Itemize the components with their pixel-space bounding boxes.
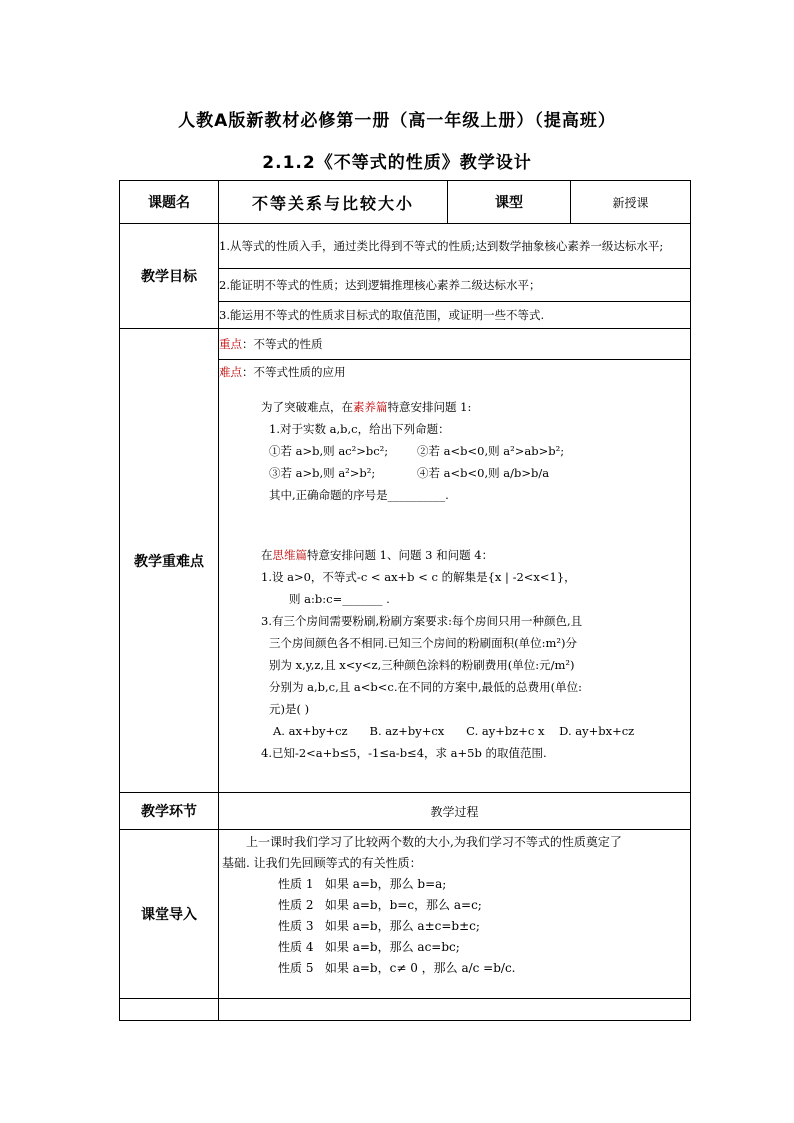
empty-cell — [120, 999, 219, 1021]
question-options-row — [219, 440, 690, 462]
focus-text: ：不等式的性质 — [242, 337, 323, 351]
document-title: 人教A版新教材必修第一册（高一年级上册）（提高班） — [178, 111, 616, 131]
objectives-label: 教学目标 — [120, 224, 219, 329]
question-ask: 其中,正确命题的序号是__________. — [269, 488, 449, 502]
difficulty-text: ：不等式性质的应用 — [242, 365, 346, 379]
equality-property: 性质 2 如果 a=b，b=c，那么 a=c; — [278, 898, 482, 912]
focus-tag: 重点 — [219, 337, 242, 351]
topic-label: 课题名 — [120, 181, 219, 224]
option-a: ①若 a>b,则 ac²>bc²; — [269, 444, 389, 458]
problem-3-line: 3.有三个房间需要粉刷,粉刷方案要求:每个房间只用一种颜色,且 — [261, 614, 583, 628]
section-highlight: 素养篇 — [353, 400, 388, 414]
problem-3-choices: A. ax+by+cz B. az+by+cx C. ay+bz+c x D. ay+bx+cz — [273, 724, 635, 738]
problem-3-line: 三个房间颜色各不相同.已知三个房间的粉刷面积(单位:m²)分 — [269, 636, 578, 650]
option-d: ④若 a<b<0,则 a/b>b/a — [417, 466, 550, 480]
arrangement-line-1 — [219, 396, 690, 418]
problem-3-line: 分别为 a,b,c,且 a<b<c.在不同的方案中,最低的总费用(单位: — [269, 680, 583, 694]
difficulty-tag: 难点 — [219, 365, 242, 379]
lesson-type-value: 新授课 — [571, 181, 691, 224]
objective-row-1 — [120, 224, 691, 269]
topic-value: 不等关系与比较大小 — [219, 181, 448, 224]
focus-row — [120, 329, 691, 360]
focus-cell — [219, 329, 691, 360]
objective-item: 3.能运用不等式的性质求目标式的取值范围，或证明一些不等式. — [219, 302, 691, 329]
problem-1-line: 则 a:b:c=_______ . — [289, 592, 390, 606]
question-stem: 1.对于实数 a,b,c，给出下列命题： — [269, 422, 450, 436]
intro-paragraph: 上一课时我们学习了比较两个数的大小,为我们学习不等式的性质奠定了 — [246, 835, 622, 849]
difficulty-line — [219, 362, 690, 382]
equality-property: 性质 5 如果 a=b，c≠ 0 ，那么 a/c =b/c. — [278, 961, 516, 975]
section-highlight: 思维篇 — [272, 548, 307, 562]
intro-label: 课堂导入 — [120, 830, 219, 999]
intro-paragraph: 基础. 让我们先回顾等式的有关性质： — [222, 856, 422, 870]
objective-item: 2.能证明不等式的性质；达到逻辑推理核心素养二级达标水平； — [219, 269, 691, 302]
lesson-plan-table — [119, 180, 691, 1021]
equality-property: 性质 1 如果 a=b，那么 b=a; — [278, 877, 447, 891]
arrangement-text: 特意安排问题 1、问题 3 和问题 4： — [307, 548, 494, 562]
problem-4-line: 4.已知-2<a+b≤5，-1≤a-b≤4，求 a+5b 的取值范围. — [261, 746, 547, 760]
intro-row — [120, 830, 691, 999]
objective-item: 1.从等式的性质入手，通过类比得到不等式的性质;达到数学抽象核心素养一级达标水平; — [219, 224, 691, 269]
process-stage-label: 教学环节 — [120, 793, 219, 830]
process-header-row — [120, 793, 691, 830]
equality-property: 性质 4 如果 a=b，那么 ac=bc; — [278, 940, 460, 954]
topic-row — [120, 181, 691, 224]
empty-cell — [219, 999, 691, 1021]
question-options-row — [219, 462, 690, 484]
arrangement-text: 为了突破难点，在 — [261, 400, 353, 414]
arrangement-text: 在 — [261, 548, 273, 562]
difficulty-cell — [219, 360, 691, 793]
arrangement-text: 特意安排问题 1: — [387, 400, 472, 414]
document-subtitle: 2.1.2《不等式的性质》教学设计 — [262, 153, 532, 173]
equality-property: 性质 3 如果 a=b，那么 a±c=b±c; — [278, 919, 480, 933]
key-points-label: 教学重难点 — [120, 329, 219, 793]
problem-1-line: 1.设 a>0，不等式-c < ax+b < c 的解集是{x | -2<x<1}， — [261, 570, 576, 584]
arrangement-line-2 — [219, 544, 690, 566]
process-label: 教学过程 — [219, 793, 691, 830]
option-b: ②若 a<b<0,则 a²>ab>b²; — [417, 444, 565, 458]
intro-content — [219, 830, 691, 999]
lesson-type-label: 课型 — [448, 181, 571, 224]
empty-row — [120, 999, 691, 1021]
problem-3-line: 元)是( ) — [269, 702, 310, 716]
problem-3-line: 别为 x,y,z,且 x<y<z,三种颜色涂料的粉刷费用(单位:元/m²) — [269, 658, 575, 672]
option-c: ③若 a>b,则 a²>b²; — [269, 466, 376, 480]
